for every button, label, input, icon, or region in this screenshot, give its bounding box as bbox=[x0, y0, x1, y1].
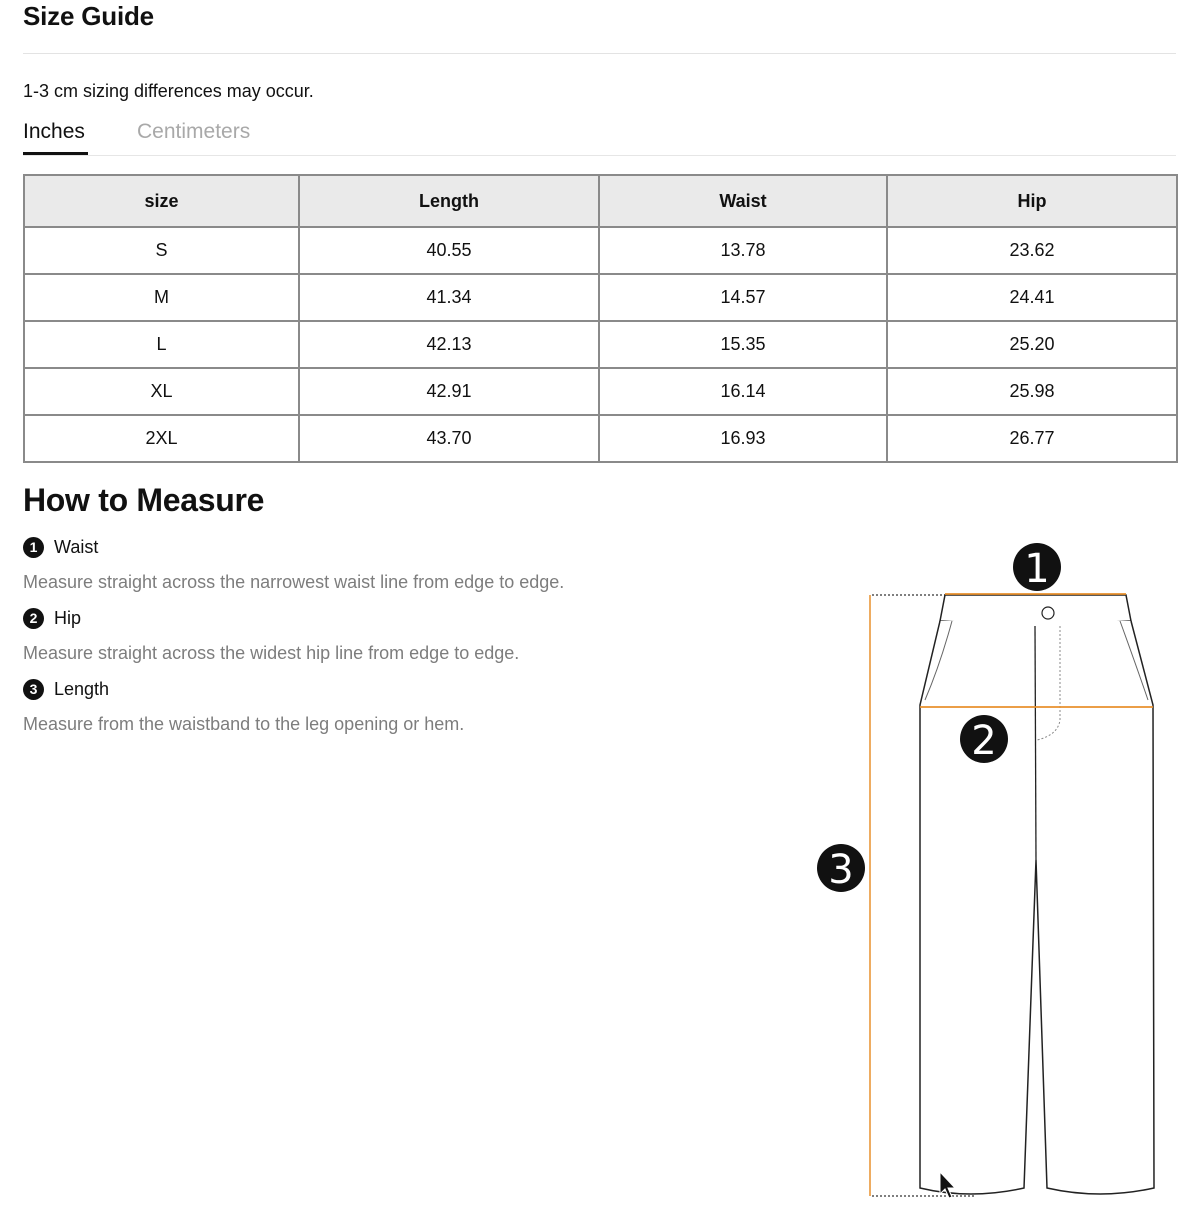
number-1-icon: 1 bbox=[23, 537, 44, 558]
svg-text:1: 1 bbox=[1024, 546, 1050, 592]
measure-description: Measure from the waistband to the leg opening or hem. bbox=[23, 714, 465, 734]
active-tab-indicator bbox=[23, 152, 88, 155]
table-row bbox=[24, 227, 1177, 274]
measure-item-hip bbox=[23, 606, 519, 665]
measure-item-length bbox=[23, 677, 464, 736]
svg-text:3: 3 bbox=[828, 847, 854, 893]
table-row bbox=[24, 415, 1177, 462]
svg-text:2: 2 bbox=[971, 718, 997, 764]
cell-size: XL bbox=[24, 368, 299, 415]
cell-size: M bbox=[24, 274, 299, 321]
cell-waist: 13.78 bbox=[599, 227, 887, 274]
marker-1-icon bbox=[1013, 543, 1061, 592]
cell-waist: 14.57 bbox=[599, 274, 887, 321]
table-row bbox=[24, 321, 1177, 368]
pants-measurement-diagram-icon bbox=[800, 530, 1180, 1220]
marker-3-icon bbox=[817, 844, 865, 893]
cell-length: 42.13 bbox=[299, 321, 599, 368]
table-header-row bbox=[24, 175, 1177, 227]
cell-waist: 16.93 bbox=[599, 415, 887, 462]
cell-hip: 26.77 bbox=[887, 415, 1177, 462]
measure-item-waist bbox=[23, 535, 564, 594]
cell-hip: 25.20 bbox=[887, 321, 1177, 368]
tab-inches[interactable]: Inches bbox=[23, 120, 85, 143]
cell-hip: 25.98 bbox=[887, 368, 1177, 415]
number-3-icon: 3 bbox=[23, 679, 44, 700]
page-title: Size Guide bbox=[23, 1, 154, 31]
cell-size: S bbox=[24, 227, 299, 274]
measure-description: Measure straight across the narrowest waist line from edge to edge. bbox=[23, 572, 565, 592]
cell-hip: 23.62 bbox=[887, 227, 1177, 274]
cell-length: 42.91 bbox=[299, 368, 599, 415]
cell-size: 2XL bbox=[24, 415, 299, 462]
sizing-note: 1-3 cm sizing differences may occur. bbox=[23, 81, 314, 101]
unit-tabs bbox=[23, 117, 1176, 156]
cell-length: 40.55 bbox=[299, 227, 599, 274]
cell-hip: 24.41 bbox=[887, 274, 1177, 321]
how-to-measure-title: How to Measure bbox=[23, 482, 265, 518]
tab-centimeters[interactable]: Centimeters bbox=[137, 120, 251, 143]
table-row bbox=[24, 274, 1177, 321]
cell-length: 43.70 bbox=[299, 415, 599, 462]
cell-length: 41.34 bbox=[299, 274, 599, 321]
cell-waist: 16.14 bbox=[599, 368, 887, 415]
measure-label: Length bbox=[54, 678, 110, 699]
measure-description: Measure straight across the widest hip line from edge to edge. bbox=[23, 643, 520, 663]
cell-size: L bbox=[24, 321, 299, 368]
title-divider bbox=[23, 53, 1176, 54]
size-table bbox=[23, 174, 1178, 463]
cell-waist: 15.35 bbox=[599, 321, 887, 368]
number-2-icon: 2 bbox=[23, 608, 44, 629]
column-header-waist: Waist bbox=[599, 175, 887, 227]
column-header-size: size bbox=[24, 175, 299, 227]
measure-label: Hip bbox=[54, 607, 82, 628]
column-header-length: Length bbox=[299, 175, 599, 227]
table-row bbox=[24, 368, 1177, 415]
column-header-hip: Hip bbox=[887, 175, 1177, 227]
measure-label: Waist bbox=[54, 536, 99, 557]
